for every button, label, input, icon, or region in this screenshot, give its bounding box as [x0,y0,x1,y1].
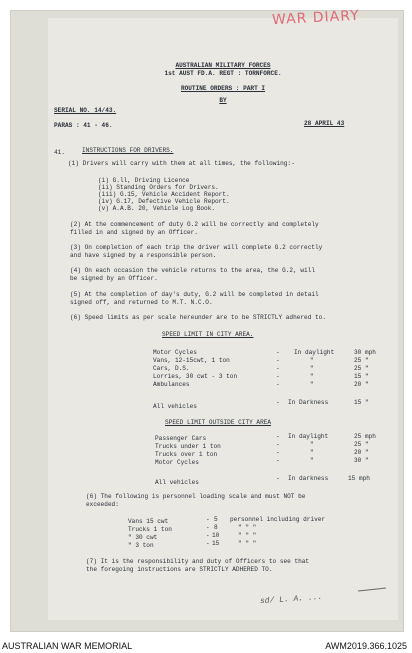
speed-value: 20 " [354,381,369,388]
document-sheet [10,7,404,632]
speed-value: 15 mph [348,475,370,482]
loading-count: 8 [214,524,218,531]
section-title: INSTRUCTIONS FOR DRIVERS. [82,147,174,154]
speed-dash: - [276,457,280,464]
speed-dash: - [276,373,280,380]
speed-dash: - [276,357,280,364]
speed-value: 25 " [354,357,369,364]
speed-condition: " [310,457,314,464]
vehicle-type: Trucks over 1 ton [155,451,218,458]
paras-range: PARAS : 41 - 46. [54,122,113,129]
vehicle-type: Motor Cycles [155,459,199,466]
speed-value: 15 " [354,373,369,380]
loading-count: 10 [212,532,220,539]
loading-vehicle: " 3 ton [128,542,154,549]
speed-dash: - [276,433,280,440]
loading-dash: - [206,540,210,547]
item-1-list-entry: (ii) Standing Orders for Drivers. [98,184,219,191]
speed-dash: - [276,349,280,356]
loading-description: " " " [238,540,257,547]
speed-row [153,374,237,380]
handwritten-war-diary: WAR DIARY [271,7,361,29]
speed-value: 30 " [354,457,369,464]
city-speed-title: SPEED LIMIT IN CITY AREA. [162,331,254,338]
signature: sd/ L. A. ... [259,592,323,607]
speed-value: 25 " [354,441,369,448]
speed-condition: In Darkness [288,399,329,406]
loading-vehicle: Vans 15 cwt [128,518,169,525]
vehicle-type: All vehicles [155,479,199,486]
header-line-4: BY [219,97,227,104]
order-date: 28 APRIL 43 [304,120,345,127]
item-4-line: be signed by an Officer. [70,275,158,282]
speed-value: 30 mph [354,349,376,356]
item-1-list-entry: (iii) G.15, Vehicle Accident Report. [98,191,230,198]
speed-dash: - [276,449,280,456]
speed-condition: In daylight [288,433,329,440]
header-line-1: AUSTRALIAN MILITARY FORCES [175,62,271,69]
speed-value: 20 " [354,449,369,456]
speed-condition: " [310,449,314,456]
item-2-line: filled in and signed by an Officer. [70,229,198,236]
speed-dash: - [276,475,280,482]
serial-number: SERIAL NO. 14/43. [54,107,117,114]
speed-dash: - [276,399,280,406]
item-1-list-entry: (i) G.ll, Driving Licence [98,177,190,184]
header-line-3: ROUTINE ORDERS : PART I [180,85,266,92]
loading-count: 5 [214,516,218,523]
item-7-line: exceeded: [86,501,119,508]
item-5-line: signed off, and returned to M.T. N.C.O. [70,299,213,306]
loading-dash: - [206,516,210,523]
speed-row [153,366,190,372]
signature-stroke [358,588,386,592]
item-8-line: (7) It is the responsibility and duty of Officers to see that [86,558,310,565]
vehicle-type: Cars, D.S. [153,365,190,372]
speed-dash: - [276,381,280,388]
loading-dash: - [206,532,210,539]
footer-accession-id: AWM2019.366.1025 [325,641,407,651]
loading-vehicle: Trucks 1 ton [128,526,172,533]
speed-condition: " [310,381,314,388]
vehicle-type: Vans, 12-15cwt, 1 ton [153,357,230,364]
speed-row [153,358,230,364]
loading-count: 15 [212,540,220,547]
vehicle-type: Passenger Cars [155,435,207,442]
speed-condition: " [310,441,314,448]
speed-row [153,382,190,388]
item-5-line: (5) At the completion of day's duty, G.2 will be completed in detail [70,291,319,298]
loading-description: personnel including driver [230,516,326,523]
loading-vehicle: " 30 cwt [128,534,158,541]
speed-condition: In daylight [294,349,335,356]
vehicle-type: All vehicles [153,403,197,410]
order-page [48,18,398,620]
loading-dash: - [206,524,210,531]
item-1-list-entry: (v) A.A.B. 20, Vehicle Log Book. [98,205,216,212]
loading-description: " " " [238,524,257,531]
speed-condition: " [310,357,314,364]
speed-condition: In darkness [288,475,329,482]
vehicle-type: Trucks under 1 ton [155,443,221,450]
item-8-line: the foregoing instructions are STRICTLY ADHERED TO. [86,566,273,573]
footer-institution: AUSTRALIAN WAR MEMORIAL [2,641,133,651]
speed-dash: - [276,441,280,448]
speed-value: 25 " [354,365,369,372]
item-2-line: (2) At the commencement of duty G.2 will be correctly and completely [70,221,319,228]
item-4-line: (4) On each occasion the vehicle returns to the area, the G.2, will [70,267,316,274]
header-line-2: 1st AUST FD.A. REGT : TORNFORCE. [164,70,282,77]
speed-value: 15 " [354,399,369,406]
item-7-line: (6) The following is personnel loading scale and must NOT be [86,493,306,500]
item-3-line: and have signed by a responsible person. [70,252,217,259]
item-3-line: (3) On completion of each trip the driver will complete G.2 correctly [70,244,323,251]
speed-dash: - [276,365,280,372]
item-6-line: (6) Speed limits as per scale hereunder are to be STRICTLY adhered to. [70,314,326,321]
item-1-intro: (1) Drivers will carry with them at all times, the following:- [68,160,295,167]
speed-value: 25 mph [354,433,376,440]
item-1-list-entry: (iv) G.17, Defective Vehicle Report. [98,198,230,205]
vehicle-type: Lorries, 30 cwt - 3 ton [153,373,238,380]
section-number: 41. [54,149,65,156]
speed-row [153,350,197,356]
vehicle-type: Motor Cycles [153,349,197,356]
outside-speed-title: SPEED LIMIT OUTSIDE CITY AREA [165,419,272,426]
vehicle-type: Ambulances [153,381,190,388]
speed-condition: " [310,373,314,380]
loading-description: " " " [238,532,257,539]
speed-condition: " [310,365,314,372]
